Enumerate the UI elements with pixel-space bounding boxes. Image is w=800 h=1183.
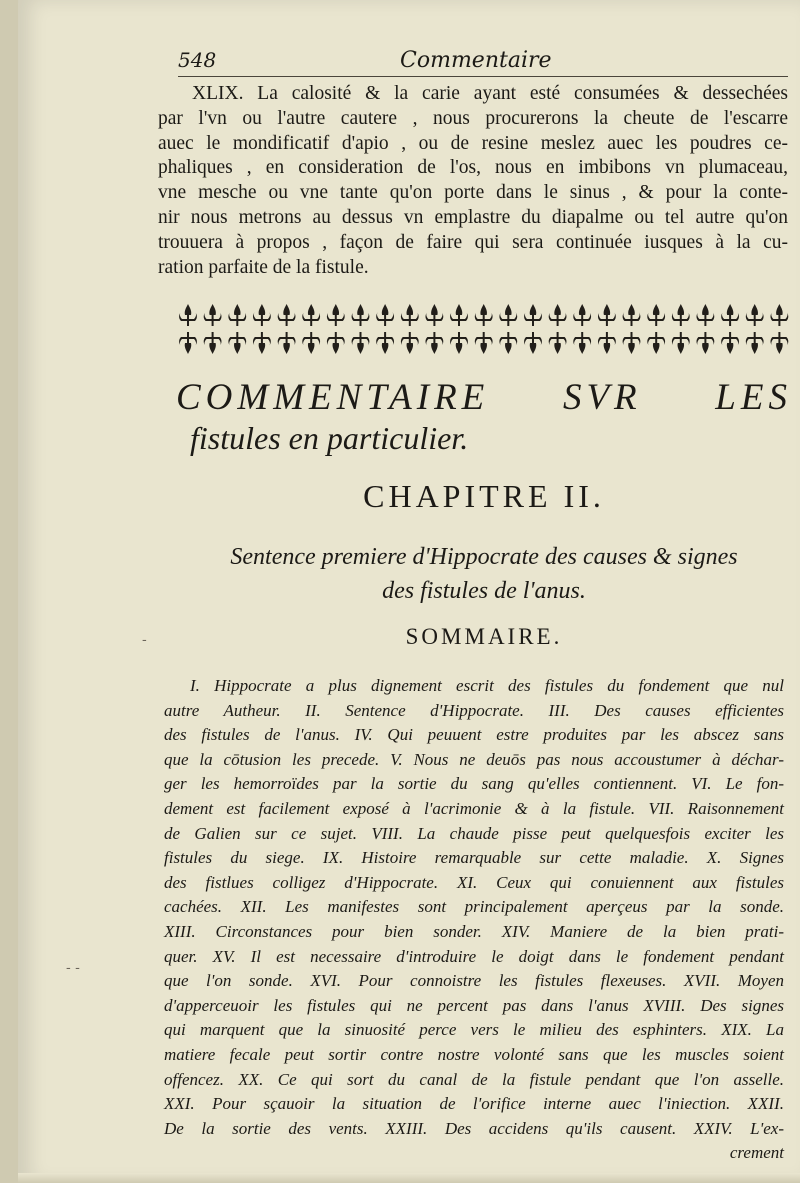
fleuron-glyph: [746, 332, 764, 354]
text-line: phaliques , en consideration de l'os, nous en imbibons vn plumaceau,: [158, 157, 788, 179]
fleuron-glyph: [450, 332, 468, 354]
text-line: ration parfaite de la fistule.: [158, 256, 369, 278]
chapter-heading: CHAPITRE II.: [363, 478, 605, 514]
fleuron-glyph: [499, 332, 517, 354]
fleuron-glyph: [376, 304, 394, 326]
text-line: vne mesche ou vne tante qu'on porte dans le sinus , & pour la conte-: [158, 182, 788, 204]
summary-line: quer. XV. Il est necessaire d'introduire le doigt dans le fondement pendant: [164, 946, 784, 966]
fleuron-glyph: [475, 332, 493, 354]
fleuron-glyph: [426, 332, 444, 354]
fleuron-glyph: [697, 332, 715, 354]
fleuron-glyph: [549, 332, 567, 354]
summary-line: que l'on sonde. XVI. Pour connoistre les fistules flexeuses. XVII. Moyen: [164, 971, 784, 991]
summary-line: offencez. XX. Ce qui sort du canal de la fistule pendant que l'on asselle.: [164, 1069, 784, 1089]
page-edge: [18, 1173, 800, 1183]
sentence-heading: [176, 540, 792, 608]
fleuron-glyph: [204, 304, 222, 326]
summary-line: I. Hippocrate a plus dignement escrit des fistules du fondement que nul: [190, 676, 784, 695]
fleuron-glyph: [253, 332, 271, 354]
header-rule: [178, 76, 788, 77]
fleuron-glyph: [524, 304, 542, 326]
summary-line: crement: [729, 1143, 784, 1163]
sentence-line: des fistules de l'anus.: [382, 578, 586, 604]
fleuron-glyph: [573, 332, 591, 354]
text-line: auec le mondificatif d'apio , ou de resine meslez auec les poudres ce-: [158, 132, 788, 154]
margin-mark: -: [142, 632, 147, 648]
summary-line: matiere fecale peut sortir contre nostre volonté sans que les muscles soient: [164, 1044, 784, 1064]
book-page: [18, 0, 800, 1183]
summary-line: qui marquent que la sinuosité perce vers le milieu des esphinters. XIX. La: [164, 1020, 784, 1040]
summary-line: des fistlues colligez d'Hippocrate. XI. Ceux qui conuiennent aux fistules: [164, 872, 784, 892]
summary-paragraph: [164, 674, 784, 1166]
fleuron-glyph: [278, 332, 296, 354]
fleuron-glyph: [228, 304, 246, 326]
fleuron-glyph: [672, 332, 690, 354]
fleuron-glyph: [746, 304, 764, 326]
fleuron-glyph: [302, 332, 320, 354]
summary-line: de Galien sur ce sujet. VIII. La chaude pisse peut quelquesfois exciter les: [164, 823, 784, 843]
fleuron-glyph: [475, 304, 493, 326]
page-number: 548: [178, 48, 217, 72]
fleuron-glyph: [327, 332, 345, 354]
fleuron-glyph: [721, 304, 739, 326]
summary-line: que la cōtusion les precede. V. Nous ne deuōs pas nous accoustumer à déchar-: [164, 749, 784, 769]
margin-mark: - -: [66, 960, 80, 976]
fleuron-glyph: [672, 304, 690, 326]
fleuron-glyph: [302, 304, 320, 326]
summary-line: des fistules de l'anus. IV. Qui peuuent estre produites par les abscez sans: [164, 725, 784, 745]
fleuron-glyph: [647, 304, 665, 326]
fleuron-glyph: [401, 304, 419, 326]
fleuron-glyph: [623, 332, 641, 354]
section-subtitle: fistules en particulier.: [190, 420, 469, 456]
text-line: XLIX. La calosité & la carie ayant esté consumées & dessechées: [192, 83, 788, 104]
fleuron-glyph: [623, 304, 641, 326]
fleuron-glyph: [721, 332, 739, 354]
fleuron-glyph: [179, 304, 197, 326]
summary-line: XXI. Pour sçauoir la situation de l'orifice interne auec l'iniection. XXII.: [164, 1094, 784, 1114]
summary-line: De la sortie des vents. XXIII. Des accidens qu'ils causent. XXIV. L'ex-: [164, 1118, 784, 1138]
fleuron-glyph: [228, 332, 246, 354]
summary-line: fistules du siege. IX. Histoire remarquable sur cette maladie. X. Signes: [164, 848, 784, 868]
fleuron-glyph: [524, 332, 542, 354]
summary-line: ger les hemorroïdes par la sortie du sang qu'elles contiennent. VI. Le fon-: [164, 774, 784, 794]
fleuron-glyph: [499, 304, 517, 326]
text-line: par l'vn ou l'autre cautere , nous procurerons la cheute de l'escarre: [158, 107, 788, 129]
text-line: trouuera à propos , façon de faire qui sera continuée iusques à la cu-: [158, 231, 788, 253]
summary-line: autre Autheur. II. Sentence d'Hippocrate. III. Des causes efficientes: [164, 700, 784, 720]
summary-line: XIII. Circonstances pour bien sonder. XIV. Maniere de la bien prati-: [164, 921, 784, 941]
fleuron-glyph: [771, 304, 789, 326]
fleuron-glyph: [426, 304, 444, 326]
fleuron-glyph: [598, 304, 616, 326]
fleuron-glyph: [598, 332, 616, 354]
fleuron-glyph: [771, 332, 789, 354]
fleuron-glyph: [179, 332, 197, 354]
fleuron-glyph: [352, 304, 370, 326]
running-title: Commentaire: [400, 48, 552, 73]
fleuron-glyph: [253, 304, 271, 326]
fleuron-glyph: [647, 332, 665, 354]
paragraph-xlix: [158, 82, 788, 280]
fleuron-glyph: [278, 304, 296, 326]
fleuron-glyph: [697, 304, 715, 326]
page-header: [178, 48, 788, 78]
summary-line: d'apperceuoir les fistules qui ne percent pas dans l'anus XVIII. Des signes: [164, 995, 784, 1015]
fleuron-glyph: [204, 332, 222, 354]
fleuron-glyph: [549, 304, 567, 326]
fleuron-glyph: [352, 332, 370, 354]
summary-line: dement est facilement exposé à l'acrimonie & à la fistule. VII. Raisonnement: [164, 798, 784, 818]
sommaire-heading: SOMMAIRE.: [405, 624, 563, 649]
sentence-line: Sentence premiere d'Hippocrate des causes & signes: [230, 544, 738, 570]
fleuron-glyph: [327, 304, 345, 326]
section-title: COMMENTAIRE SVR LES: [176, 377, 792, 418]
text-line: nir nous metrons au dessus vn emplastre du diapalme ou tel autre qu'on: [158, 206, 788, 228]
fleuron-ornament-band: [176, 300, 792, 358]
fleuron-glyph: [450, 304, 468, 326]
fleuron-glyph: [401, 332, 419, 354]
fleuron-glyph: [573, 304, 591, 326]
fleuron-glyph: [376, 332, 394, 354]
summary-line: cachées. XII. Les manifestes sont principalement aperçeus par la sonde.: [164, 897, 784, 917]
